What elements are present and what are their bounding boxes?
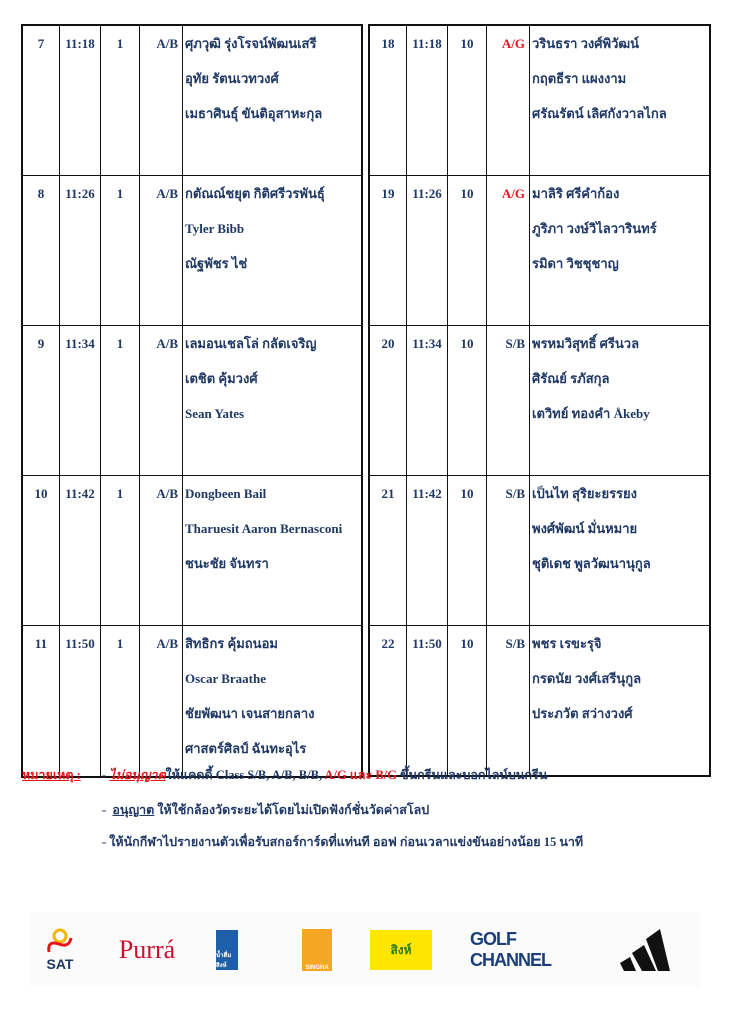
- player-name: ณัฐพัชร ไช่: [185, 256, 248, 271]
- group-number: 21: [369, 476, 407, 626]
- tee-number: 10: [448, 626, 487, 777]
- player-names: [183, 176, 363, 326]
- player-class: A/G: [487, 176, 530, 326]
- tee-number: 1: [101, 25, 140, 176]
- tee-number: 1: [101, 176, 140, 326]
- sat-logo: SAT: [40, 922, 80, 978]
- group-number: 9: [22, 326, 60, 476]
- player-name: ศาสตร์ศิลป์ ฉันทะอุไร: [185, 741, 307, 756]
- tee-time-row: [369, 476, 710, 626]
- group-number: 11: [22, 626, 60, 778]
- player-name: กรดนัย วงศ์เสรีนุกูล: [532, 671, 642, 686]
- tee-time-row: [369, 626, 710, 777]
- tee-time: 11:34: [60, 326, 101, 476]
- tee-time: 11:18: [60, 25, 101, 176]
- tee-time: 11:42: [407, 476, 448, 626]
- player-name: ชัยพัฒนา เจนสายกลาง: [185, 706, 315, 721]
- player-name: ศุภวุฒิ รุ่งโรจน์พัฒนเสรี: [185, 36, 317, 51]
- singha-rice-logo: สิงห์: [370, 930, 432, 970]
- player-class: S/B: [487, 626, 530, 777]
- purra-logo: Purrá: [118, 935, 176, 964]
- group-number: 22: [369, 626, 407, 777]
- group-number: 8: [22, 176, 60, 326]
- tee-time-row: [22, 476, 362, 626]
- player-name: Sean Yates: [185, 406, 245, 421]
- player-class: A/G: [487, 25, 530, 176]
- remarks-label: หมายเหตุ :: [22, 768, 81, 782]
- player-name: พงศ์พัฒน์ มั่นหมาย: [532, 521, 638, 536]
- player-names: [530, 25, 711, 176]
- tee-times-table-right: [368, 24, 711, 777]
- tee-number: 1: [101, 476, 140, 626]
- tee-time: 11:26: [60, 176, 101, 326]
- player-names: [530, 476, 711, 626]
- player-class: S/B: [487, 326, 530, 476]
- player-name: Tharuesit Aaron Bernasconi: [185, 521, 343, 536]
- player-name: ศรัณรัตน์ เลิศกังวาลไกล: [532, 106, 667, 121]
- tee-times-table-left: [21, 24, 363, 778]
- tee-time-row: [22, 176, 362, 326]
- sponsor-logos: [30, 912, 700, 987]
- not-allowed-text: ไม่อนุญาต: [109, 768, 166, 782]
- remark-2: - อนุญาต ให้ใช้กล้องวัดระยะได้โดยไม่เปิดฟังก์ชั่นวัดค่าสโลป: [102, 803, 430, 817]
- singha-water-logo: น้ำดื่มสิงห์: [216, 930, 238, 970]
- player-name: ประภวัต สว่างวงศ์: [532, 706, 633, 721]
- tee-time: 11:26: [407, 176, 448, 326]
- singha-logo: SINGHA: [302, 929, 332, 971]
- tee-time-row: [369, 25, 710, 176]
- golf-channel-logo: GOLF CHANNEL: [470, 929, 551, 970]
- player-class: A/B: [140, 176, 183, 326]
- tee-time: 11:50: [407, 626, 448, 777]
- player-name: กฤตธีรา แผงงาม: [532, 71, 627, 86]
- group-number: 7: [22, 25, 60, 176]
- tee-number: 1: [101, 326, 140, 476]
- player-name: รมิดา วิชชุชาญ: [532, 256, 619, 271]
- player-names: [183, 326, 363, 476]
- remark-1: - ไม่อนุญาตให้แคดดี้ Class S/B, A/B, B/B, A/G และ B/G ขึ้นกรีนและบอกไลน์บนกรีน: [102, 768, 548, 782]
- tee-number: 10: [448, 25, 487, 176]
- tee-number: 1: [101, 626, 140, 778]
- player-name: เตวิทย์ ทองคำ Åkeby: [532, 406, 650, 421]
- tee-time-row: [369, 176, 710, 326]
- player-name: ชุติเดช พูลวัฒนานุกูล: [532, 556, 651, 571]
- player-names: [530, 326, 711, 476]
- player-class: A/B: [140, 626, 183, 778]
- tee-number: 10: [448, 176, 487, 326]
- remark-3: - ให้นักกีฬาไปรายงานตัวเพื่อรับสกอร์การ์ดที่แท่นที ออฟ ก่อนเวลาแข่งขันอย่างน้อย 15 นาที: [102, 835, 584, 849]
- tee-time-row: [22, 25, 362, 176]
- player-name: Oscar Braathe: [185, 671, 266, 686]
- tee-time: 11:34: [407, 326, 448, 476]
- player-name: ภูริภา วงษ์วิไลวารินทร์: [532, 221, 657, 236]
- player-name: วรินธรา วงศ์พิวัฒน์: [532, 36, 640, 51]
- group-number: 10: [22, 476, 60, 626]
- tee-time: 11:18: [407, 25, 448, 176]
- player-name: พชร เรขะรุจิ: [532, 636, 602, 651]
- adidas-logo: [615, 922, 675, 978]
- group-number: 20: [369, 326, 407, 476]
- player-name: พรหมวิสุทธิ์ ศรีนวล: [532, 336, 640, 351]
- player-names: [183, 476, 363, 626]
- player-name: มาลิริ ศรีคำก้อง: [532, 186, 620, 201]
- player-name: Dongbeen Bail: [185, 486, 267, 501]
- player-name: เลมอนเชลโล่ กลัดเจริญ: [185, 336, 317, 351]
- player-name: เมธาศินธุ์ ขันติอุสาหะกุล: [185, 106, 323, 121]
- player-class: A/B: [140, 326, 183, 476]
- tee-number: 10: [448, 476, 487, 626]
- group-number: 19: [369, 176, 407, 326]
- player-class: S/B: [487, 476, 530, 626]
- player-name: กตัณณ์ชยุต กิติศรีวรพันธุ์: [185, 186, 325, 201]
- player-name: Tyler Bibb: [185, 221, 245, 236]
- tee-time-row: [369, 326, 710, 476]
- tee-time: 11:50: [60, 626, 101, 778]
- tee-time-row: [22, 326, 362, 476]
- player-name: เป็นไท สุริยะยรรยง: [532, 486, 638, 501]
- player-name: เตชิต คุ้มวงศ์: [185, 371, 258, 386]
- group-number: 18: [369, 25, 407, 176]
- tee-time-row: [22, 626, 362, 778]
- player-class: A/B: [140, 476, 183, 626]
- player-names: [183, 626, 363, 778]
- player-names: [183, 25, 363, 176]
- player-name: ศิรัณย์ รภัสกุล: [532, 371, 610, 386]
- player-names: [530, 176, 711, 326]
- player-name: สิทธิกร คุ้มถนอม: [185, 636, 278, 651]
- player-name: ชนะชัย จันทรา: [185, 556, 269, 571]
- player-names: [530, 626, 711, 777]
- player-name: อุทัย รัตนเวทวงศ์: [185, 71, 279, 86]
- tee-time: 11:42: [60, 476, 101, 626]
- tee-number: 10: [448, 326, 487, 476]
- player-class: A/B: [140, 25, 183, 176]
